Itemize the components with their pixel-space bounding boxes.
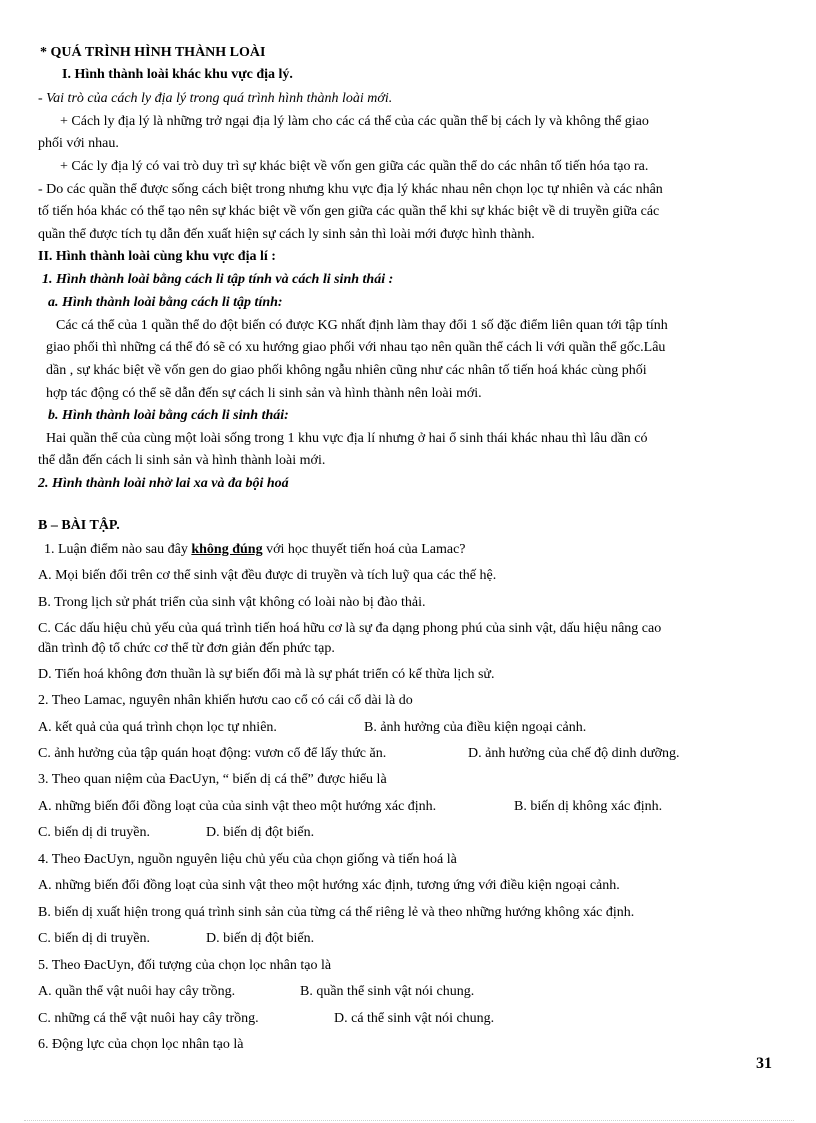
paragraph-line: + Các ly địa lý có vai trò duy trì sự khác biệt về vốn gen giữa các quần thể do các nhân tố tiến hóa tạo ra. [60,159,649,174]
question-2: 2. Theo Lamac, nguyên nhân khiến hươu cao cổ có cái cổ dài là do [38,693,413,708]
answer-option: D. biến dị đột biến. [206,825,315,840]
paragraph-line: Hai quần thể của cùng một loài sống trong 1 khu vực địa lí nhưng ở hai ổ sinh thái khác nhau thì lâu dần có [46,431,648,446]
answer-option: D. biến dị đột biến. [206,931,315,946]
subsection-title: 1. Hình thành loài bằng cách li tập tính và cách li sinh thái : [42,272,394,287]
answer-option: C. biến dị di truyền. [38,931,150,946]
subsection-title: a. Hình thành loài bằng cách li tập tính: [48,295,283,310]
question-4: 4. Theo ĐacUyn, nguồn nguyên liệu chủ yếu của chọn giống và tiến hoá là [38,852,457,867]
answer-option: B. biến dị không xác định. [514,799,663,814]
answer-option: C. biến dị di truyền. [38,825,150,840]
paragraph-line: tố tiến hóa khác có thể tạo nên sự khác biệt về vốn gen giữa các quần thể khi sự khác biệt về di truyền giữa các [38,204,660,219]
paragraph-line: quần thể được tích tụ dẫn đến xuất hiện sự cách ly sinh sản thì loài mới được hình thành. [38,227,535,242]
answer-option-continued: dần trình độ tổ chức cơ thể từ đơn giản đến phức tạp. [38,641,335,656]
answer-option: C. những cá thể vật nuôi hay cây trồng. [38,1011,259,1026]
answer-option: D. ảnh hưởng của chế độ dinh dưỡng. [468,746,680,761]
paragraph-line: dần , sự khác biệt về vốn gen do giao phối không ngẫu nhiên cũng như các nhân tố tiến hoá khác cùng phối [46,363,647,378]
answer-option: D. cá thể sinh vật nói chung. [334,1011,495,1026]
paragraph-line: - Do các quần thể được sống cách biệt trong nhưng khu vực địa lý khác nhau nên chọn lọc tự nhiên và các nhân [38,182,663,197]
paragraph-line: giao phối thì những cá thể đó sẽ có xu hướng giao phối với nhau tạo nên quần thể cách li với quần thể gốc.Lâu [46,340,666,355]
answer-option: C. Các dấu hiệu chủ yếu của quá trình tiến hoá hữu cơ là sự đa dạng phong phú của sinh vật, dấu hiệu nâng cao [38,621,662,636]
subsection-title: b. Hình thành loài bằng cách li sinh thái: [48,408,289,423]
answer-option: A. kết quả của quá trình chọn lọc tự nhiên. [38,720,277,735]
answer-option: B. quần thể sinh vật nói chung. [300,984,475,999]
answer-option: B. ảnh hưởng của điều kiện ngoại cảnh. [364,720,587,735]
question-3: 3. Theo quan niệm của ĐacUyn, “ biến dị cá thể” được hiểu là [38,772,387,787]
answer-option: A. Mọi biến đổi trên cơ thể sinh vật đều được di truyền và tích luỹ qua các thế hệ. [38,568,497,583]
question-text: với học thuyết tiến hoá của Lamac? [262,542,466,557]
page-divider [24,1120,794,1121]
question-text: 1. Luận điểm nào sau đây [44,542,192,557]
section-2-title: II. Hình thành loài cùng khu vực địa lí : [38,249,276,264]
subsection-title: 2. Hình thành loài nhờ lai xa và đa bội hoá [38,476,289,491]
question-1 [44,541,466,559]
question-5: 5. Theo ĐacUyn, đối tượng của chọn lọc nhân tạo là [38,958,332,973]
question-emphasis: không đúng [191,542,263,557]
paragraph-line: + Cách ly địa lý là những trở ngại địa lý làm cho các cá thể của các quần thể bị cách ly và không thể giao [60,114,649,129]
answer-option: B. biến dị xuất hiện trong quá trình sinh sản của từng cá thể riêng lẻ và theo những hướng không xác định. [38,905,635,920]
section-heading: * QUÁ TRÌNH HÌNH THÀNH LOÀI [40,45,266,60]
section-1-title: I. Hình thành loài khác khu vực địa lý. [62,67,293,82]
question-6: 6. Động lực của chọn lọc nhân tạo là [38,1037,244,1052]
paragraph-line: Các cá thể của 1 quần thể do đột biến có được KG nhất định làm thay đổi 1 số đặc điểm liên quan tới tập tính [56,318,668,333]
answer-option: A. những biến đổi đồng loạt của của sinh vật theo một hướng xác định. [38,799,437,814]
answer-option: C. ảnh hưởng của tập quán hoạt động: vươn cổ để lấy thức ăn. [38,746,387,761]
role-title: - Vai trò của cách ly địa lý trong quá trình hình thành loài mới. [38,91,393,106]
paragraph-line: hợp tác động có thể sẽ dẫn đến sự cách li sinh sản và hình thành nên loài mới. [46,386,482,401]
answer-option: A. quần thể vật nuôi hay cây trồng. [38,984,236,999]
page-number: 31 [756,1055,772,1072]
paragraph-line: phối với nhau. [38,136,119,151]
exercises-heading: B – BÀI TẬP. [38,518,120,533]
answer-option: A. những biến đổi đồng loạt của sinh vật theo một hướng xác định, tương ứng với điều kiện ngoại cảnh. [38,878,620,893]
answer-option: B. Trong lịch sử phát triển của sinh vật không có loài nào bị đào thải. [38,595,426,610]
answer-option: D. Tiến hoá không đơn thuần là sự biến đổi mà là sự phát triển có kế thừa lịch sử. [38,667,495,682]
paragraph-line: thể dẫn đến cách li sinh sản và hình thành loài mới. [38,453,326,468]
